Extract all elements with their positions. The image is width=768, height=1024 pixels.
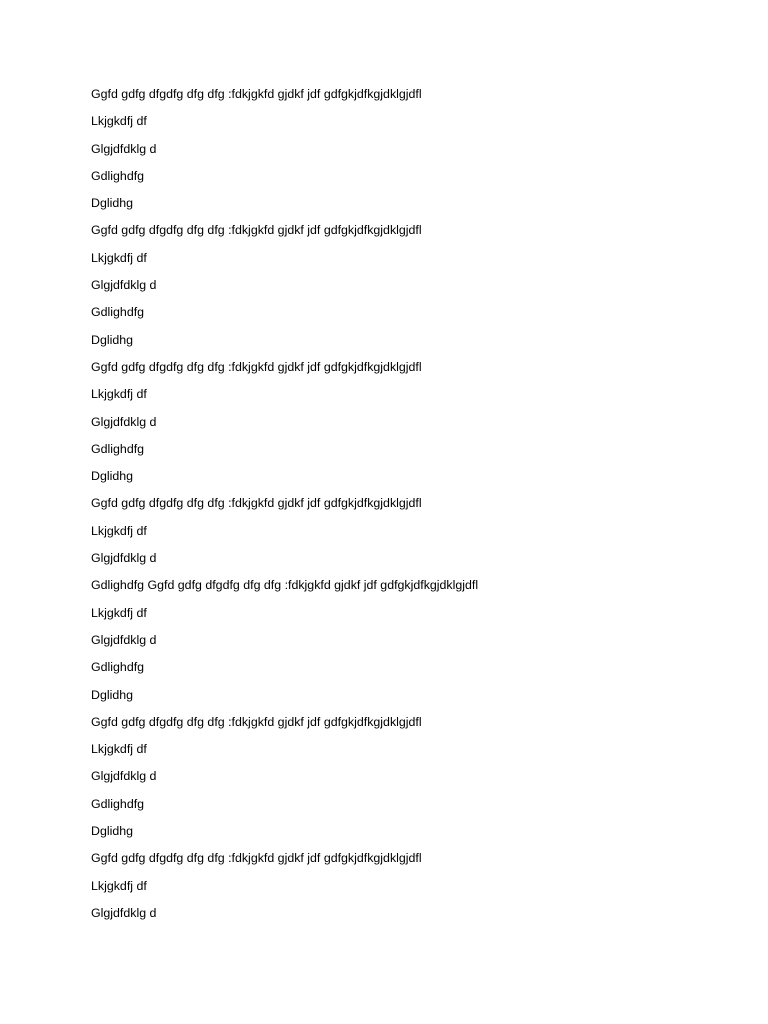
text-line: Ggfd gdfg dfgdfg dfg dfg :fdkjgkfd gjdkf jdf gdfgkjdfkgjdklgjdfl bbox=[91, 851, 422, 866]
text-line: Lkjgkdfj df bbox=[91, 114, 147, 129]
text-line: Lkjgkdfj df bbox=[91, 250, 147, 265]
text-line: Dglidhg bbox=[91, 332, 134, 347]
text-line: Gdlighdfg bbox=[91, 660, 145, 675]
text-line: Glgjdfdklg d bbox=[91, 905, 157, 920]
text-line: Lkjgkdfj df bbox=[91, 523, 147, 538]
text-line: Gdlighdfg bbox=[91, 796, 145, 811]
document-body bbox=[91, 83, 731, 929]
text-line: Ggfd gdfg dfgdfg dfg dfg :fdkjgkfd gjdkf jdf gdfgkjdfkgjdklgjdfl bbox=[91, 714, 422, 729]
text-line: Ggfd gdfg dfgdfg dfg dfg :fdkjgkfd gjdkf jdf gdfgkjdfkgjdklgjdfl bbox=[91, 223, 422, 238]
text-line: Ggfd gdfg dfgdfg dfg dfg :fdkjgkfd gjdkf jdf gdfgkjdfkgjdklgjdfl bbox=[91, 359, 422, 374]
text-line: Glgjdfdklg d bbox=[91, 414, 157, 429]
text-line: Gdlighdfg bbox=[91, 305, 145, 320]
text-line: Gdlighdfg Ggfd gdfg dfgdfg dfg dfg :fdkjgkfd gjdkf jdf gdfgkjdfkgjdklgjdfl bbox=[91, 578, 479, 593]
text-line: Lkjgkdfj df bbox=[91, 387, 147, 402]
text-line: Glgjdfdklg d bbox=[91, 278, 157, 293]
text-line: Dglidhg bbox=[91, 824, 134, 839]
text-line: Gdlighdfg bbox=[91, 168, 145, 183]
text-line: Dglidhg bbox=[91, 469, 134, 484]
text-line: Lkjgkdfj df bbox=[91, 605, 147, 620]
text-line: Ggfd gdfg dfgdfg dfg dfg :fdkjgkfd gjdkf jdf gdfgkjdfkgjdklgjdfl bbox=[91, 87, 422, 101]
text-line: Glgjdfdklg d bbox=[91, 769, 157, 784]
text-line: Dglidhg bbox=[91, 687, 134, 702]
text-line: Glgjdfdklg d bbox=[91, 141, 157, 156]
text-line: Gdlighdfg bbox=[91, 441, 145, 456]
text-line: Ggfd gdfg dfgdfg dfg dfg :fdkjgkfd gjdkf jdf gdfgkjdfkgjdklgjdfl bbox=[91, 496, 422, 511]
text-line: Dglidhg bbox=[91, 196, 134, 211]
text-line: Lkjgkdfj df bbox=[91, 742, 147, 757]
text-line: Lkjgkdfj df bbox=[91, 878, 147, 893]
text-line: Glgjdfdklg d bbox=[91, 551, 157, 566]
text-line: Glgjdfdklg d bbox=[91, 632, 157, 647]
